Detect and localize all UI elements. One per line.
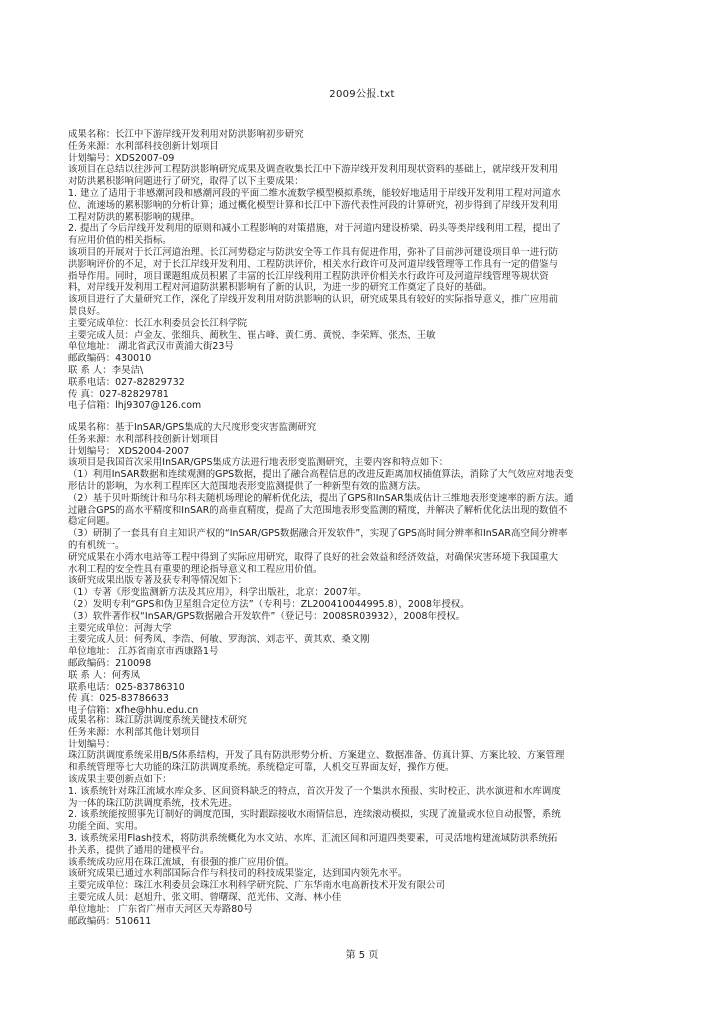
text-line: 传 真：025-83786633 (68, 693, 169, 705)
text-line: 形估计的影响，为水利工程库区大范围地表形变监测提供了一种新型有效的监测方法。 (68, 481, 427, 492)
text-line: 联 系 人：何秀凤 (68, 669, 141, 681)
text-line: 过融合GPS的高水平精度和InSAR的高垂直精度，提高了大范围地表形变监测的精度，并解决了解析优化法出现的数值不 (68, 504, 568, 516)
text-line: 联系电话：027-82829732 (68, 376, 185, 388)
text-line: 邮政编码：210098 (68, 658, 152, 669)
text-line: 邮政编码：510611 (68, 915, 152, 927)
text-line: 主要完成单位：珠江水利委员会珠江水利科学研究院、广东华南水电高新技术开发有限公司 (68, 880, 446, 892)
text-line: 3. 该系统采用Flash技术，将防洪系统概化为水文站、水库、汇流区间和河道四类要素，可灵活地构建流域防洪系统拓 (68, 833, 558, 844)
text-line: 有应用价值的相关指标。 (68, 235, 172, 247)
text-line: 洪影响评价的不足，对于长江岸线开发利用、工程防洪评价，相关水行政许可及河道岸线管理等工作具有一定的借鉴与 (68, 258, 559, 270)
page-number: 第 5 页 (345, 950, 379, 961)
text-line: 研究成果在小湾水电站等工程中得到了实际应用研究，取得了良好的社会效益和经济效益，对确保灾害环境下我国重大 (68, 551, 559, 563)
text-line: 指导作用。同时，项目课题组成员积累了丰富的长江岸线利用工程防洪评价相关水行政许可及河道岸线管理等规状资 (68, 270, 549, 282)
text-line: 任务来源：水利部科技创新计划项目 (68, 140, 219, 152)
text-line: 料，对岸线开发利用工程对河道防洪累积影响有了新的认识，为进一步的研究工作奠定了良好的基础。 (68, 282, 493, 294)
text-line: 景良好。 (68, 306, 106, 317)
text-line: 该系统成功应用在珠江流域，有很强的推广应用价值。 (68, 856, 295, 868)
text-line: 该项目在总结以往涉河工程防洪影响研究成果及调查收集长江中下游岸线开发利用现状资料的基础上，就岸线开发利用 (68, 164, 559, 176)
text-line: 工程对防洪的累积影响的规律。 (68, 211, 200, 223)
file-title: 2009公报.txt (329, 89, 395, 100)
text-line: 计划编号： XDS2004-2007 (68, 445, 190, 457)
text-line: 任务来源：水利部其他计划项目 (68, 726, 200, 738)
text-line: 位、流速场的累积影响的分析计算；通过概化模型计算和长江中下游代表性河段的计算研究，初步得到了岸线开发利用 (68, 199, 559, 211)
text-line: （2）发明专利“GPS和伪卫星组合定位方法”（专利号：ZL200410044995.8），2008年授权。 (68, 599, 470, 610)
text-line: 该项目的开展对于长江河道治理、长江河势稳定与防洪安全等工作具有促进作用，弥补了目前涉河建设项目单一进行防 (68, 247, 559, 258)
text-line: 任务来源：水利部科技创新计划项目 (68, 433, 219, 445)
text-line: 单位地址： 湖北省武汉市黄浦大街23号 (68, 341, 234, 353)
text-line: 功能全面、实用。 (68, 821, 144, 833)
text-line: 传 真：027-82829781 (68, 388, 169, 400)
text-line: 主要完成单位：长江水利委员会长江科学院 (68, 317, 248, 329)
text-line: （2）基于贝叶斯统计和马尔科夫随机场理论的解析优化法，提出了GPS和InSAR集成估计三维地表形变速率的新方法。通 (68, 492, 574, 504)
text-line: 主要完成人员：赵旭升、张文明、曾曙琛、范光伟、文海、林小佳 (68, 892, 342, 903)
text-line: 扑关系，提供了通用的建模平台。 (68, 844, 210, 856)
text-line: 单位地址： 广东省广州市天河区天寿路80号 (68, 903, 253, 915)
text-line: 稳定问题。 (68, 516, 116, 528)
text-line: 成果名称：长江中下游岸线开发利用对防洪影响初步研究 (68, 129, 304, 140)
text-line: （3）软件著作权“InSAR/GPS数据融合开发软件”（登记号：2008SR03932），2008年授权。 (68, 610, 466, 622)
text-line: 主要完成人员：何秀凤、李浩、何敏、罗海滨、刘志平、黄其欢、桑文刚 (68, 634, 370, 646)
text-line: 和系统管理等七大功能的珠江防洪调度系统。系统稳定可靠，人机交互界面友好，操作方便。 (68, 762, 455, 774)
text-line: （1）专著《形变监测新方法及其应用》，科学出版社，北京：2007年。 (68, 587, 367, 599)
text-line: 的有机统一。 (68, 540, 125, 551)
text-line: 计划编号：XDS2007-09 (68, 152, 175, 164)
text-line: 主要完成单位：河海大学 (68, 622, 172, 634)
text-line: 联系电话：025-83786310 (68, 681, 185, 693)
text-line: 1. 该系统针对珠江流域水库众多、区间资料缺乏的特点，首次开发了一个集洪水预报、实时校正、洪水演进和水库调度 (68, 785, 561, 797)
text-line: 电子信箱：xfhe@hhu.edu.cn (68, 705, 199, 717)
text-line: 单位地址： 江苏省南京市西康路1号 (68, 646, 219, 658)
text-line: 该项目进行了大量研究工作，深化了岸线开发利用对防洪影响的认识，研究成果具有较好的实际指导意义，推广应用前 (68, 294, 559, 306)
text-line: 计划编号： (68, 738, 116, 750)
text-line: 该研究成果出版专著及获专利等情况如下： (68, 575, 248, 587)
text-line: 2. 提出了今后岸线开发利用的原则和减小工程影响的对策措施，对于河道内建设桥梁、码头等类岸线利用工程，提出了 (68, 223, 561, 235)
text-line: 主要完成人员：卢金友、张细兵、蔺秋生、崔占峰、黄仁勇、黄悦、李荣辉、张杰、王敏 (68, 329, 436, 341)
text-line: 珠江防洪调度系统采用B/S体系结构，开发了具有防洪形势分析、方案建立、数据准备、仿真计算、方案比较、方案管理 (68, 750, 565, 762)
text-line: 成果名称：基于InSAR/GPS集成的大尺度形变灾害监测研究 (68, 422, 317, 433)
text-line: 对防洪累积影响问题进行了研究，取得了以下主要成果： (68, 176, 304, 188)
text-line: 1. 建立了适用于非感潮河段和感潮河段的平面二维水流数学模型模拟系统，能较好地适用于岸线开发利用工程对河道水 (68, 188, 561, 199)
text-line: 该成果主要创新点如下： (68, 774, 172, 785)
text-line: 该项目是我国首次采用InSAR/GPS集成方法进行地表形变监测研究，主要内容和特点如下： (68, 457, 449, 469)
text-line: 水利工程的安全性具有重要的理论指导意义和工程应用价值。 (68, 563, 323, 575)
text-line: 该研究成果已通过水利部国际合作与科技司的科技成果鉴定，达到国内领先水平。 (68, 868, 408, 880)
text-line: 成果名称：珠江防洪调度系统关键技术研究 (68, 715, 248, 726)
text-line: （3）研制了一套具有自主知识产权的“InSAR/GPS数据融合开发软件”，实现了GPS高时间分辨率和InSAR高空间分辨率 (68, 528, 568, 540)
text-line: 2. 该系统能按照事先订制好的调度范围，实时跟踪接收水雨情信息，连续滚动模拟，实现了流量或水位自动报警，系统 (68, 809, 561, 821)
text-line: （1）利用InSAR数据和连续观测的GPS数据，提出了融合高程信息的改进反距离加权插值算法，消除了大气效应对地表变 (68, 469, 574, 481)
text-line: 联 系 人：李昊洁\ (68, 365, 144, 376)
text-line: 邮政编码：430010 (68, 353, 152, 365)
text-line: 电子信箱：lhj9307@126.com (68, 400, 202, 412)
text-line: 为一体的珠江防洪调度系统，技术先进。 (68, 797, 238, 809)
